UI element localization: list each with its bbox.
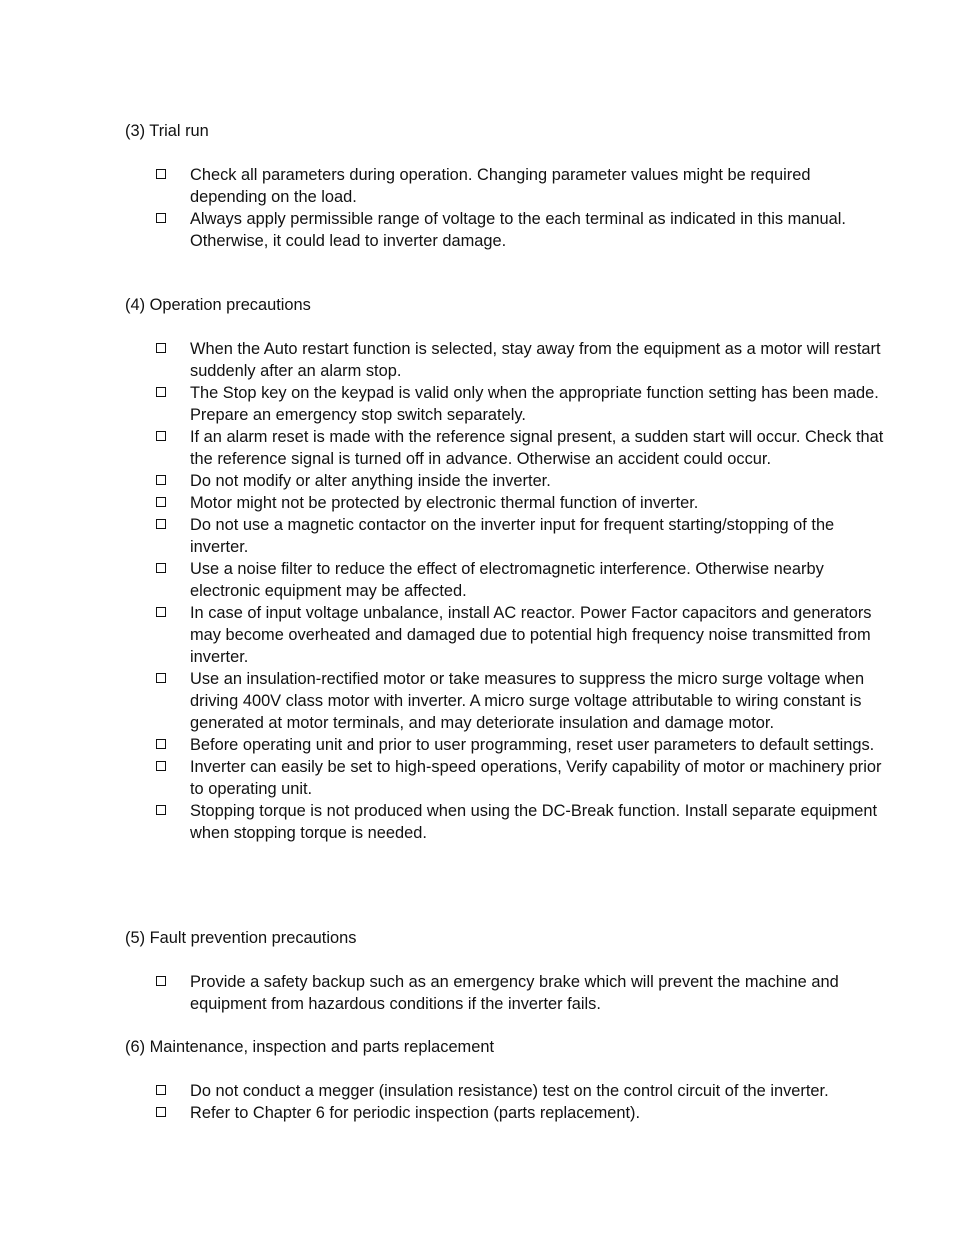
list-item [125, 164, 890, 208]
section-trial-run [125, 120, 885, 252]
checkbox-bullet-icon [156, 563, 166, 573]
list-item [125, 668, 890, 734]
list-item-text: Use an insulation-rectified motor or take measures to suppress the micro surge voltage when driving 400V class motor with inverter. A micro surge voltage attributable to wiring constant is generated at motor terminals, and may deteriorate insulation and damage motor. [190, 670, 865, 732]
list-item [125, 338, 890, 382]
list-item [125, 1080, 890, 1102]
section-heading: (6) Maintenance, inspection and parts replacement [125, 1038, 494, 1056]
list-item-text: Stopping torque is not produced when using the DC-Break function. Install separate equipment when stopping torque is needed. [190, 802, 878, 842]
list-item-text: Motor might not be protected by electronic thermal function of inverter. [190, 494, 699, 512]
checkbox-bullet-icon [156, 497, 166, 507]
list-item [125, 1102, 890, 1124]
list-item-text: Check all parameters during operation. Changing parameter values might be required depending on the load. [190, 166, 811, 206]
list-item-text: When the Auto restart function is selected, stay away from the equipment as a motor will restart suddenly after an alarm stop. [190, 340, 881, 380]
list-item [125, 514, 890, 558]
section-operation-precautions [125, 294, 885, 844]
list-item [125, 800, 890, 844]
checkbox-bullet-icon [156, 343, 166, 353]
list-item-text: Do not conduct a megger (insulation resistance) test on the control circuit of the inverter. [190, 1082, 829, 1100]
checkbox-bullet-icon [156, 213, 166, 223]
list-item-text: In case of input voltage unbalance, install AC reactor. Power Factor capacitors and generators may become overheated and damaged due to potential high frequency noise transmitted from inverter. [190, 604, 872, 666]
list-item-text: Use a noise filter to reduce the effect of electromagnetic interference. Otherwise nearby electronic equipment may be affected. [190, 560, 824, 600]
list-item [125, 492, 890, 514]
bullet-list [125, 164, 885, 252]
list-item-text: Inverter can easily be set to high-speed operations, Verify capability of motor or machinery prior to operating unit. [190, 758, 882, 798]
list-item [125, 734, 890, 756]
list-item [125, 470, 890, 492]
bullet-list [125, 338, 885, 844]
list-item-text: If an alarm reset is made with the reference signal present, a sudden start will occur. Check that the reference signal is turned off in advance. Otherwise an accident could occur. [190, 428, 884, 468]
section-heading: (4) Operation precautions [125, 296, 311, 314]
section-maintenance [125, 1036, 885, 1124]
checkbox-bullet-icon [156, 761, 166, 771]
list-item [125, 756, 890, 800]
checkbox-bullet-icon [156, 1107, 166, 1117]
section-fault-prevention [125, 927, 885, 1015]
list-item [125, 208, 890, 252]
list-item-text: The Stop key on the keypad is valid only when the appropriate function setting has been made. Prepare an emergency stop switch separately. [190, 384, 879, 424]
list-item [125, 971, 890, 1015]
list-item [125, 558, 890, 602]
checkbox-bullet-icon [156, 169, 166, 179]
list-item-text: Provide a safety backup such as an emergency brake which will prevent the machine and equipment from hazardous conditions if the inverter fails. [190, 973, 839, 1013]
checkbox-bullet-icon [156, 475, 166, 485]
list-item-text: Always apply permissible range of voltage to the each terminal as indicated in this manual. Otherwise, it could lead to inverter damage. [190, 210, 846, 250]
checkbox-bullet-icon [156, 387, 166, 397]
list-item-text: Refer to Chapter 6 for periodic inspection (parts replacement). [190, 1104, 641, 1122]
list-item-text: Before operating unit and prior to user programming, reset user parameters to default settings. [190, 736, 875, 754]
list-item [125, 602, 890, 668]
bullet-list [125, 1080, 885, 1124]
checkbox-bullet-icon [156, 1085, 166, 1095]
list-item-text: Do not modify or alter anything inside the inverter. [190, 472, 551, 490]
list-item-text: Do not use a magnetic contactor on the inverter input for frequent starting/stopping of the inverter. [190, 516, 835, 556]
list-item [125, 426, 890, 470]
checkbox-bullet-icon [156, 673, 166, 683]
section-heading: (3) Trial run [125, 122, 209, 140]
checkbox-bullet-icon [156, 519, 166, 529]
checkbox-bullet-icon [156, 739, 166, 749]
bullet-list [125, 971, 885, 1015]
checkbox-bullet-icon [156, 607, 166, 617]
checkbox-bullet-icon [156, 431, 166, 441]
checkbox-bullet-icon [156, 805, 166, 815]
section-heading: (5) Fault prevention precautions [125, 929, 357, 947]
checkbox-bullet-icon [156, 976, 166, 986]
list-item [125, 382, 890, 426]
